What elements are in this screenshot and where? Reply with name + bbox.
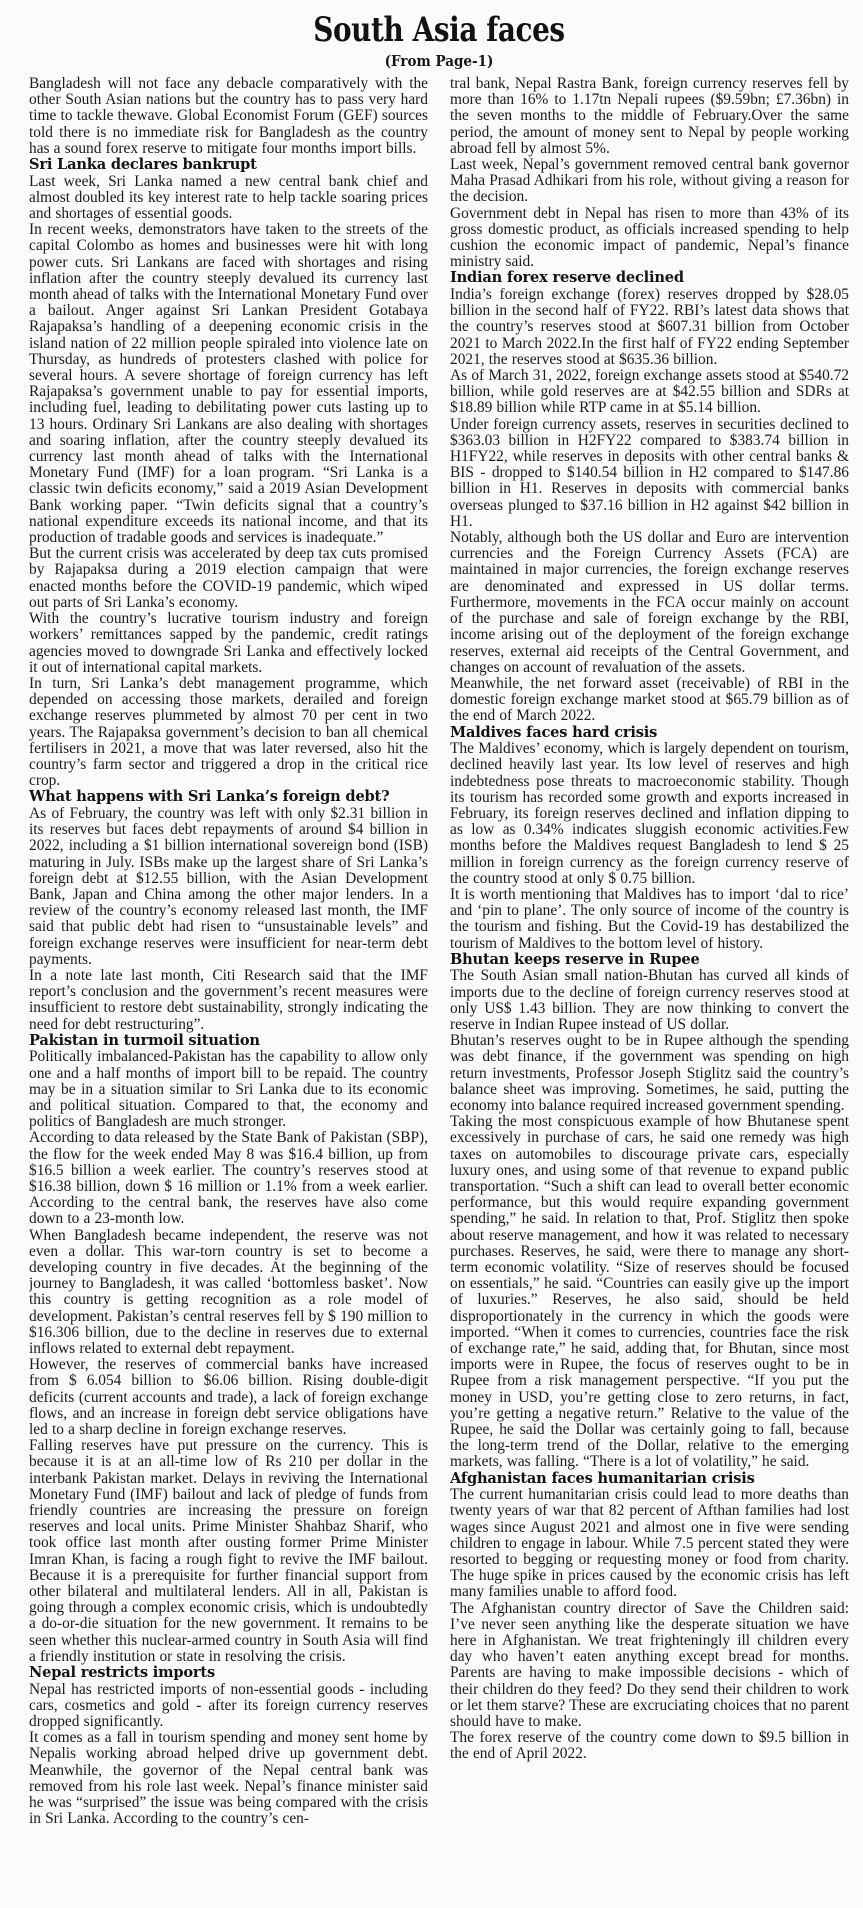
paragraph: Last week, Nepal’s government removed central bank governor Maha Prasad Adhikari from his role, without giving a reason for the decision. [450,156,849,206]
paragraph: Under foreign currency assets, reserves in securities declined to $363.03 billion in H2FY22 compared to $383.74 billion in H1FY22, while reserves in deposits with other central banks & BIS - dropped to $140.54 billion in H2 compared to $147.86 billion in H1. Reserves in deposits with commercial banks overseas plunged to $37.16 billion in H2 against $42 billion in H1. [450,415,849,530]
paragraph: Taking the most conspicuous example of how Bhutanese spent excessively in purchase of cars, he said one remedy was high taxes on automobiles to discourage private cars, especially luxury ones, and using some of that revenue to expand public transportation. “Such a shift can lead to overall better economic performance, but this would require expanding government spending,” he said. In relation to that, Prof. Stiglitz then spoke about reserve management, and how it was related to necessary purchases. Reserves, he said, were there to manage any short-term economic volatility. “Size of reserves should be focused on essentials,” he said. “Countries can easily give up the import of luxuries.” Reserves, he also said, should be held disproportionately in the currency in which the goods were imported. “When it comes to currencies, countries face the risk of exchange rate,” he said, adding that, for Bhutan, since most imports were in Rupee, the focus of reserves ought to be in Rupee from a risk management perspective. “If you put the money in USD, you’re getting close to zero returns, in fact, you’re getting a negative return.” Relative to the value of the Rupee, he said the Dollar was certainly going to fall, because the long-term trend of the Dollar, relative to the emerging markets, was falling. “There is a lot of volatility,” he said. [450,1113,849,1471]
paragraph: The forex reserve of the country come down to $9.5 billion in the end of April 2022. [450,1729,849,1763]
paragraph: It comes as a fall in tourism spending and money sent home by Nepalis working abroad helped drive up government debt. Meanwhile, the governor of the Nepal central bank was removed from his role last week. Nepal’s finance minister said he was “surprised” the issue was being compared with the crisis in Sri Lanka. According to the country’s cen- [29,1729,428,1828]
paragraph: Bhutan’s reserves ought to be in Rupee although the spending was debt finance, if the government was spending on high return investments, Professor Joseph Stiglitz said the country’s balance sheet was improving. Sometimes, he said, putting the economy into balance required increased government spending. [450,1032,849,1114]
paragraph: However, the reserves of commercial banks have increased from $ 6.054 billion to $6.06 billion. Rising double-digit deficits (current accounts and trade), a lack of foreign exchange flows, and an increase in foreign debt service obligations have led to a sharp decline in foreign exchange reserves. [29,1356,428,1439]
paragraph: In turn, Sri Lanka’s debt management programme, which depended on accessing those markets, derailed and foreign exchange reserves plummeted by almost 70 per cent in two years. The Rajapaksa government’s decision to ban all chemical fertilisers in 2021, a move that was later reversed, also hit the country’s farm sector and triggered a drop in the critical rice crop. [29,674,428,790]
paragraph: It is worth mentioning that Maldives has to import ‘dal to rice’ and ‘pin to plane’. The only source of income of the country is the tourism and fishing. But the Covid-19 has destabilized the tourism of Maldives to the bottom level of history. [450,885,849,952]
paragraph: According to data released by the State Bank of Pakistan (SBP), the flow for the week ended May 8 was $16.4 billion, up from $16.5 billion a week earlier. The country’s reserves stood at $16.38 billion, down $ 16 million or 1.1% from a week earlier. According to the central bank, the reserves have also come down to a 23-month low. [29,1129,428,1228]
paragraph: tral bank, Nepal Rastra Bank, foreign currency reserves fell by more than 16% to 1.17tn Nepali rupees ($9.59bn; £7.36bn) in the seven months to the middle of February.Over the same period, the amount of money sent to Nepal by people working abroad fell by almost 5%. [450,76,849,157]
paragraph: As of February, the country was left with only $2.31 billion in its reserves but faces debt repayments of around $4 billion in 2022, including a $1 billion international sovereign bond (ISB) maturing in July. ISBs make up the largest share of Sri Lanka’s foreign debt at $12.55 billion, with the Asian Development Bank, Japan and China among the other major lenders. In a review of the country’s economy released last month, the IMF said that public debt had risen to “unsustainable levels” and foreign exchange reserves were insufficient for near-term debt payments. [29,804,428,968]
paragraph: In a note late last month, Citi Research said that the IMF report’s conclusion and the government’s recent measures were insufficient to restore debt sustainability, strongly indicating the need for debt restructuring”. [29,966,428,1033]
paragraph: But the current crisis was accelerated by deep tax cuts promised by Rajapaksa during a 2019 election campaign that were enacted months before the COVID-19 pandemic, which wiped out parts of Sri Lanka’s economy. [29,545,428,611]
paragraph: As of March 31, 2022, foreign exchange assets stood at $540.72 billion, while gold reserves are at $42.55 billion and SDRs at $18.89 billion while RTP came in at $5.14 billion. [450,367,849,417]
paragraph: In recent weeks, demonstrators have taken to the streets of the capital Colombo as homes and businesses were hit with long power cuts. Sri Lankans are faced with shortages and rising inflation after the country steeply devalued its currency last month ahead of talks with the International Monetary Fund over a bailout. Anger against Sri Lankan President Gotabaya Rajapaksa’s handling of a deepening economic crisis in the island nation of 22 million people spiraled into violence late on Thursday, as hundreds of protesters clashed with police for several hours. A severe shortage of foreign currency has left Rajapaksa’s government unable to pay for essential imports, including fuel, leading to debilitating power cuts lasting up to 13 hours. Ordinary Sri Lankans are also dealing with shortages and soaring inflation, after the country steeply devalued its currency last month ahead of talks with the International Monetary Fund (IMF) for a loan program. “Sri Lanka is a classic twin deficits economy,” said a 2019 Asian Development Bank working paper. “Twin deficits signal that a country’s national expenditure exceeds its national income, and that its production of tradable goods and services is inadequate.” [29,221,428,547]
section-heading: What happens with Sri Lanka’s foreign debt? [29,789,390,806]
section-heading: Pakistan in turmoil situation [29,1032,260,1049]
paragraph: Politically imbalanced-Pakistan has the capability to allow only one and a half months of import bill to be repaid. The country may be in a situation similar to Sri Lanka due to its economic and political situation. Compared to that, the economy and politics of Bangladesh are much stronger. [29,1048,428,1131]
paragraph: Meanwhile, the net forward asset (receivable) of RBI in the domestic foreign exchange market stood at $65.79 billion as of the end of March 2022. [450,674,849,725]
article-subtitle: (From Page-1) [384,52,494,70]
section-heading: Afghanistan faces humanitarian crisis [450,1470,755,1487]
paragraph: Government debt in Nepal has risen to more than 43% of its gross domestic product, as officials increased spending to help cushion the economic impact of pandemic, Nepal’s finance ministry said. [450,204,849,271]
paragraph: Nepal has restricted imports of non-essential goods - including cars, cosmetics and gold - after its foreign currency reserves dropped significantly. [29,1680,428,1731]
section-heading: Nepal restricts imports [29,1665,215,1682]
paragraph: The South Asian small nation-Bhutan has curved all kinds of imports due to the decline of foreign currency reserves stood at only US$ 1.43 billion. They are now thinking to convert the reserve in Indian Rupee instead of US dollar. [450,967,849,1033]
paragraph: India’s foreign exchange (forex) reserves dropped by $28.05 billion in the second half of FY22. RBI’s latest data shows that the country’s reserves stood at $607.31 billion from October 2021 to March 2022.In the first half of FY22 ending September 2021, the reserves stood at $635.36 billion. [450,286,849,368]
paragraph: When Bangladesh became independent, the reserve was not even a dollar. This war-torn country is set to become a developing country in five decades. At the beginning of the journey to Bangladesh, it was called ‘bottomless basket’. Now this country is getting recognition as a role model of development. Pakistan’s central reserves fell by $ 190 million to $16.306 billion, due to the decline in reserves due to external inflows related to external debt repayment. [29,1226,428,1358]
article-title: South Asia faces [313,10,565,50]
paragraph: The current humanitarian crisis could lead to more deaths than twenty years of war that 82 percent of Afthan families had lost wages since August 2021 and almost one in five were sending children to engage in labour. While 7.5 percent stated they were resorted to begging or requesting money or food from charity. The huge spike in prices caused by the economic crisis has left many families unable to afford food. [450,1486,849,1601]
paragraph: The Afghanistan country director of Save the Children said: I’ve never seen anything like the desperate situation we have here in Afghanistan. We treat frighteningly ill children every day who haven’t eaten anything except bread for months. Parents are having to make impossible decisions - which of their children do they feed? Do they send their children to work or let them starve? These are excruciating choices that no parent should have to make. [450,1599,849,1731]
section-heading: Maldives faces hard crisis [450,724,658,741]
paragraph: Last week, Sri Lanka named a new central bank chief and almost doubled its key interest rate to help tackle soaring prices and shortages of essential goods. [29,172,428,223]
article-column-left [29,76,428,1828]
paragraph: Notably, although both the US dollar and Euro are intervention currencies and the Foreign Currency Assets (FCA) are maintained in major currencies, the foreign exchange reserves are denominated and expressed in US dollar terms. Furthermore, movements in the FCA occur mainly on account of the purchase and sale of foreign exchange by the RBI, income arising out of the deployment of the foreign exchange reserves, external aid receipts of the Central Government, and changes on account of revaluation of the assets. [450,529,849,676]
section-heading: Bhutan keeps reserve in Rupee [450,951,700,968]
section-heading: Sri Lanka declares bankrupt [29,157,257,174]
paragraph: The Maldives’ economy, which is largely dependent on tourism, declined heavily last year. Its low level of reserves and high indebtedness pose threats to macroeconomic stability. Though its tourism has recorded some growth and exports increased in February, its foreign reserves declined and inflation dipping to as low as 0.34% indicates sluggish economic activities.Few months before the Maldives request Bangladesh to lend $ 25 million in foreign currency as the foreign currency reserve of the country stood at only $ 0.75 billion. [450,740,849,887]
paragraph: With the country’s lucrative tourism industry and foreign workers’ remittances sapped by the pandemic, credit ratings agencies moved to downgrade Sri Lanka and effectively locked it out of international capital markets. [29,610,428,676]
article-columns [29,76,849,1828]
paragraph: Falling reserves have put pressure on the currency. This is because it is at an all-time low of Rs 210 per dollar in the interbank Pakistan market. Delays in reviving the International Monetary Fund (IMF) bailout and lack of pledge of funds from friendly countries are increasing the pressure on foreign reserves and local units. Prime Minister Shahbaz Sharif, who took office last month after ousting former Prime Minister Imran Khan, is facing a rough fight to revive the IMF bailout. Because it is a prerequisite for further financial support from other bilateral and multilateral lenders. All in all, Pakistan is going through a complex economic crisis, which is undoubtedly a do-or-die situation for the new government. It remains to be seen whether this nuclear-armed country in South Asia will find a friendly institution or state in resolving the crisis. [29,1437,428,1665]
paragraph: Bangladesh will not face any debacle comparatively with the other South Asian nations but the country has to pass very hard time to tackle thewave. Global Economist Forum (GEF) sources told there is no immediate risk for Bangladesh as the country has a sound forex reserve to mitigate four months import bills. [29,76,428,157]
article-column-right [450,76,849,1763]
section-heading: Indian forex reserve declined [450,270,684,287]
